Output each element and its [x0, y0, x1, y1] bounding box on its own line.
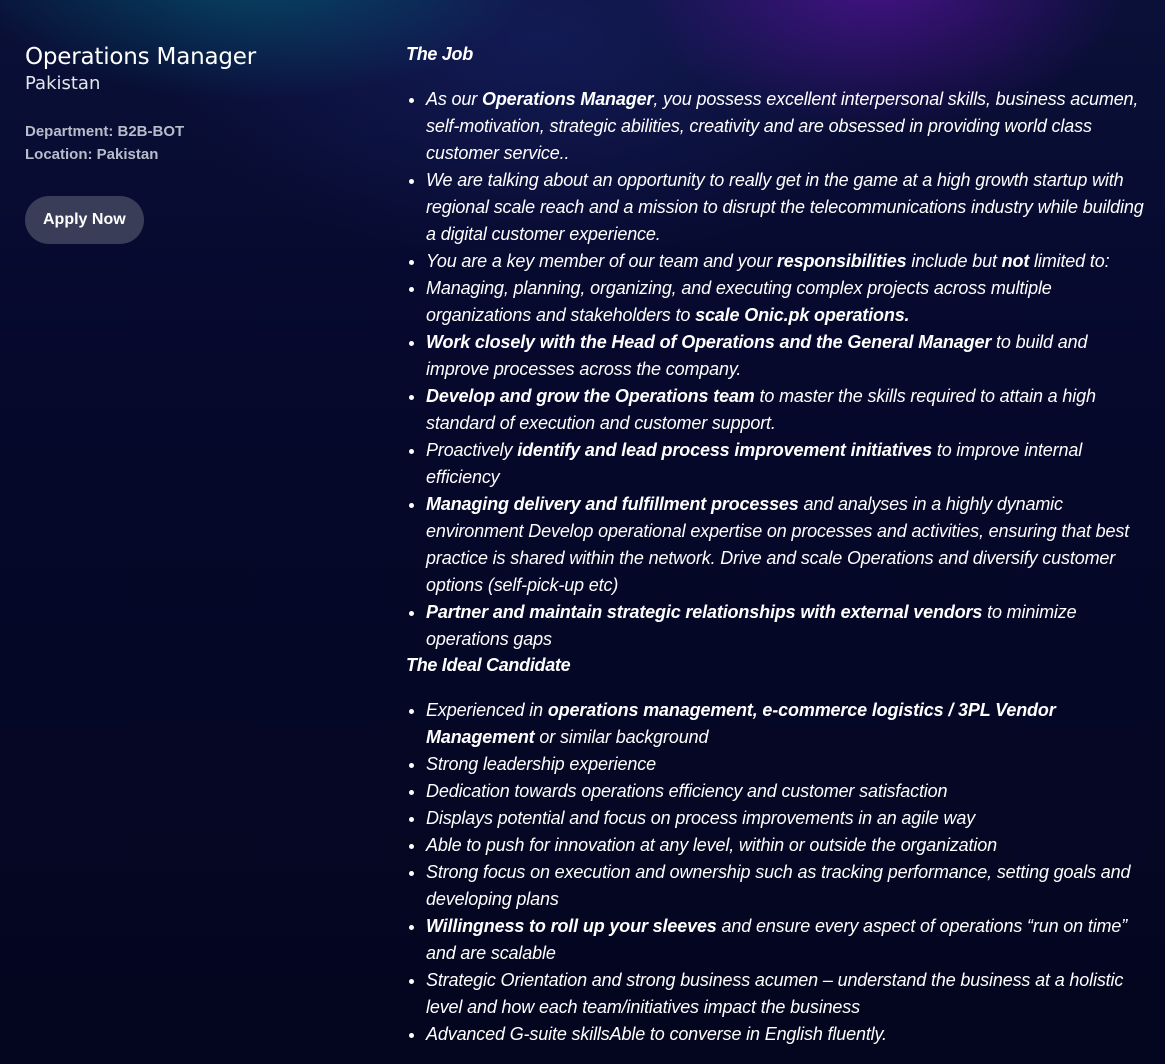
- item-text: Displays potential and focus on process improvements in an agile way: [426, 808, 976, 828]
- bullet-list: [406, 86, 1146, 653]
- emphasis-text: Develop and grow the Operations team: [426, 386, 755, 406]
- item-text: Dedication towards operations efficiency and customer satisfaction: [426, 781, 948, 801]
- list-item: [426, 697, 1146, 751]
- section-heading: The Ideal Candidate: [406, 655, 571, 675]
- list-item: [426, 913, 1146, 967]
- item-text: Able to push for innovation at any level, within or outside the organization: [426, 835, 997, 855]
- item-text: , you possess excellent interpersonal skills, business acumen, self-motivation, strategic abilities, creativity and are obsessed in providing world class customer service..: [426, 89, 1139, 163]
- list-item: [426, 805, 1146, 832]
- list-item: [426, 248, 1146, 275]
- emphasis-text: Work closely with the Head of Operations and the General Manager: [426, 332, 992, 352]
- list-item: [426, 329, 1146, 383]
- list-item: [426, 437, 1146, 491]
- job-description: [406, 42, 1146, 1048]
- list-item: [426, 859, 1146, 913]
- item-text: to build and improve processes across the company.: [426, 332, 1088, 379]
- item-text: include but: [906, 251, 1002, 271]
- section-heading: The Job: [406, 44, 473, 64]
- job-department: Department: B2B-BOT: [25, 123, 185, 140]
- item-text: Strategic Orientation and strong business acumen – understand the business at a holistic level and how each team/initiatives impact the business: [426, 970, 1124, 1017]
- item-text: to minimize operations gaps: [426, 602, 1077, 649]
- item-text: Experienced in: [426, 700, 548, 720]
- emphasis-text: identify and lead process improvement initiatives: [517, 440, 933, 460]
- item-text: You are a key member of our team and your: [426, 251, 777, 271]
- emphasis-text: Partner and maintain strategic relationships with external vendors: [426, 602, 983, 622]
- description-section: [406, 653, 1146, 1048]
- apply-now-button[interactable]: Apply Now: [25, 196, 144, 244]
- list-item: [426, 599, 1146, 653]
- list-item: [426, 751, 1146, 778]
- item-text: We are talking about an opportunity to really get in the game at a high growth startup with regional scale reach and a mission to disrupt the telecommunications industry while building a digital customer experience.: [426, 170, 1144, 244]
- emphasis-text: scale Onic.pk operations.: [695, 305, 910, 325]
- bullet-list: [406, 697, 1146, 1048]
- list-item: [426, 86, 1146, 167]
- item-text: and analyses in a highly dynamic environment Develop operational expertise on processes and activities, ensuring that best practice is shared within the network. Drive and scale Operations and diversify customer options (self-pick-up etc): [426, 494, 1130, 595]
- list-item: [426, 383, 1146, 437]
- item-text: to improve internal efficiency: [426, 440, 1083, 487]
- item-text: Strong focus on execution and ownership such as tracking performance, setting goals and developing plans: [426, 862, 1131, 909]
- emphasis-text: operations management, e-commerce logistics / 3PL Vendor Management: [426, 700, 1056, 747]
- emphasis-text: not: [1001, 251, 1030, 271]
- job-country: Pakistan: [25, 73, 101, 94]
- item-text: Proactively: [426, 440, 518, 460]
- item-text: Managing, planning, organizing, and executing complex projects across multiple organizations and stakeholders to: [426, 278, 1052, 325]
- emphasis-text: Managing delivery and fulfillment processes: [426, 494, 799, 514]
- item-text: and ensure every aspect of operations “run on time” and are scalable: [426, 916, 1128, 963]
- item-text: limited to:: [1029, 251, 1110, 271]
- emphasis-text: Willingness to roll up your sleeves: [426, 916, 717, 936]
- emphasis-text: Operations Manager: [481, 89, 654, 109]
- job-location: Location: Pakistan: [25, 146, 159, 163]
- list-item: [426, 167, 1146, 248]
- job-title: Operations Manager: [25, 44, 256, 70]
- item-text: Strong leadership experience: [426, 754, 656, 774]
- item-text: or similar background: [534, 727, 709, 747]
- list-item: [426, 491, 1146, 599]
- description-section: [406, 42, 1146, 653]
- list-item: [426, 778, 1146, 805]
- job-summary-sidebar: [25, 42, 365, 244]
- list-item: [426, 275, 1146, 329]
- list-item: [426, 832, 1146, 859]
- emphasis-text: responsibilities: [776, 251, 907, 271]
- item-text: As our: [426, 89, 482, 109]
- list-item: [426, 1021, 1146, 1048]
- item-text: Advanced G-suite skillsAble to converse in English fluently.: [426, 1024, 887, 1044]
- item-text: to master the skills required to attain a high standard of execution and customer support.: [426, 386, 1096, 433]
- list-item: [426, 967, 1146, 1021]
